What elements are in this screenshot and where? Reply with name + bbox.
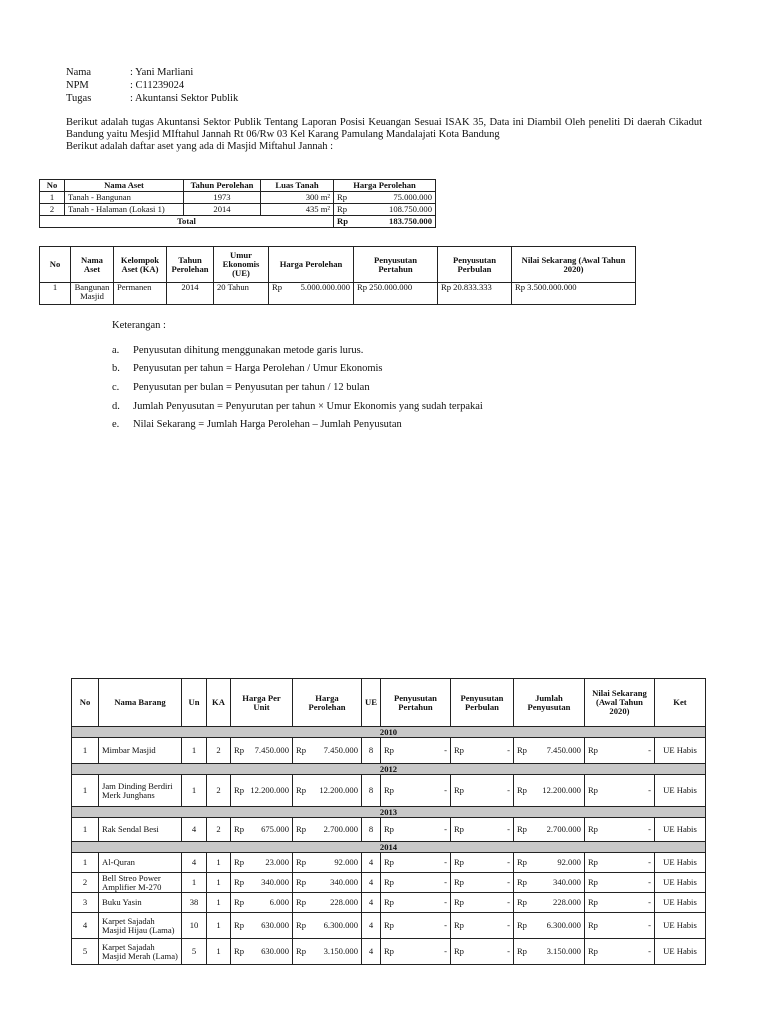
t2-tahun: 2014 bbox=[167, 283, 214, 305]
item-ue: 8 bbox=[362, 738, 381, 764]
t1-header-luas: Luas Tanah bbox=[261, 180, 334, 192]
intro-paragraph: Berikut adalah tugas Akuntansi Sektor Publik Tentang Laporan Posisi Keuangan Sesuai ISAK 35, Data ini Diambil Oleh peneliti Di daerah Cikadut Bandung yaitu Mesjid MIftahul Jannah Rt 06/Rw 03 Kel Karang Pamulang Mandalajati Kota Bandung bbox=[66, 117, 702, 140]
rp-symbol: Rp bbox=[587, 745, 598, 755]
item-ket: UE Habis bbox=[654, 738, 705, 764]
rp-symbol: Rp bbox=[383, 857, 394, 867]
rp-symbol: Rp bbox=[453, 946, 464, 956]
rp-symbol: Rp bbox=[383, 920, 394, 930]
amount-value: 6.300.000 bbox=[323, 920, 358, 930]
year-label: 2014 bbox=[72, 842, 706, 853]
keterangan-item bbox=[112, 362, 383, 375]
dash-value: - bbox=[507, 877, 510, 887]
amount-value: 12.200.000 bbox=[542, 785, 581, 795]
item-unit: 1 bbox=[182, 738, 207, 764]
dash-value: - bbox=[648, 745, 651, 755]
item-ka: 2 bbox=[207, 818, 231, 842]
item-ka: 1 bbox=[207, 893, 231, 913]
dash-value: - bbox=[444, 877, 447, 887]
rp-symbol: Rp bbox=[453, 745, 464, 755]
table-row bbox=[72, 853, 706, 873]
table-row bbox=[72, 939, 706, 965]
inventory-table bbox=[71, 678, 706, 965]
dash-value: - bbox=[648, 877, 651, 887]
dash-value: - bbox=[507, 745, 510, 755]
item-ue: 4 bbox=[362, 873, 381, 893]
item-ka: 2 bbox=[207, 738, 231, 764]
amount-value: 7.450.000 bbox=[254, 745, 289, 755]
t2-header-pertahun: Penyusutan Pertahun bbox=[354, 247, 438, 283]
item-unit: 10 bbox=[182, 913, 207, 939]
item-name: Mimbar Masjid bbox=[99, 738, 182, 764]
rp-symbol: Rp bbox=[234, 877, 245, 887]
rp-symbol: Rp bbox=[516, 857, 527, 867]
rp-symbol: Rp bbox=[587, 897, 598, 907]
dash-value: - bbox=[507, 897, 510, 907]
amount-value: 630.000 bbox=[261, 946, 289, 956]
amount-value: 2.700.000 bbox=[546, 824, 581, 834]
item-ket: UE Habis bbox=[654, 939, 705, 965]
item-no: 1 bbox=[72, 853, 99, 873]
item-name: Al-Quran bbox=[99, 853, 182, 873]
table-row bbox=[72, 873, 706, 893]
rp-symbol: Rp bbox=[234, 824, 245, 834]
item-ka: 2 bbox=[207, 775, 231, 807]
year-group-row bbox=[72, 807, 706, 818]
rp-symbol: Rp bbox=[296, 897, 307, 907]
t1-rp: Rp bbox=[334, 192, 363, 204]
table-row bbox=[40, 192, 436, 204]
t2-header-tahun: Tahun Perolehan bbox=[167, 247, 214, 283]
keterangan-title: Keterangan : bbox=[112, 320, 166, 331]
rp-symbol: Rp bbox=[234, 946, 245, 956]
dash-value: - bbox=[507, 920, 510, 930]
keterangan-item bbox=[112, 381, 370, 394]
rp-symbol: Rp bbox=[453, 920, 464, 930]
t2-rp: Rp bbox=[272, 282, 283, 292]
item-ka: 1 bbox=[207, 853, 231, 873]
keterangan-text: Penyusutan per tahun = Harga Perolehan / Umur Ekonomis bbox=[133, 363, 383, 374]
rp-symbol: Rp bbox=[234, 785, 245, 795]
dash-value: - bbox=[444, 920, 447, 930]
item-ue: 4 bbox=[362, 939, 381, 965]
table-row bbox=[72, 818, 706, 842]
item-no: 4 bbox=[72, 913, 99, 939]
land-asset-table bbox=[39, 179, 436, 228]
keterangan-mark: e. bbox=[112, 419, 120, 430]
keterangan-mark: a. bbox=[112, 345, 120, 356]
dash-value: - bbox=[507, 785, 510, 795]
t2-header-nama: Nama Aset bbox=[71, 247, 114, 283]
amount-value: 228.000 bbox=[553, 897, 581, 907]
t1-header-tahun: Tahun Perolehan bbox=[184, 180, 261, 192]
t1-header-nama: Nama Aset bbox=[65, 180, 184, 192]
amount-value: 92.000 bbox=[557, 857, 581, 867]
t3-header-hpu: Harga Per Unit bbox=[231, 679, 293, 727]
item-unit: 1 bbox=[182, 775, 207, 807]
npm-row bbox=[66, 79, 184, 92]
rp-symbol: Rp bbox=[587, 857, 598, 867]
nama-row bbox=[66, 66, 193, 79]
rp-symbol: Rp bbox=[516, 785, 527, 795]
keterangan-mark: d. bbox=[112, 401, 120, 412]
npm-value: : C11239024 bbox=[130, 80, 185, 91]
rp-symbol: Rp bbox=[516, 824, 527, 834]
t2-ue: 20 Tahun bbox=[214, 283, 269, 305]
tugas-value: : Akuntansi Sektor Publik bbox=[130, 93, 239, 104]
year-group-row bbox=[72, 842, 706, 853]
rp-symbol: Rp bbox=[516, 946, 527, 956]
item-ue: 4 bbox=[362, 853, 381, 873]
tugas-label: Tugas bbox=[66, 93, 92, 104]
rp-symbol: Rp bbox=[234, 920, 245, 930]
dash-value: - bbox=[648, 824, 651, 834]
nama-value: : Yani Marliani bbox=[130, 67, 194, 78]
keterangan-item bbox=[112, 344, 363, 357]
t2-nilai: Rp 3.500.000.000 bbox=[512, 283, 636, 305]
t2-header-no: No bbox=[40, 247, 71, 283]
year-label: 2013 bbox=[72, 807, 706, 818]
item-no: 1 bbox=[72, 775, 99, 807]
item-unit: 4 bbox=[182, 818, 207, 842]
rp-symbol: Rp bbox=[453, 897, 464, 907]
rp-symbol: Rp bbox=[296, 857, 307, 867]
rp-symbol: Rp bbox=[234, 897, 245, 907]
t3-header-nama: Nama Barang bbox=[99, 679, 182, 727]
keterangan-item bbox=[112, 400, 483, 413]
amount-value: 340.000 bbox=[261, 877, 289, 887]
amount-value: 12.200.000 bbox=[250, 785, 289, 795]
t1-tahun: 2014 bbox=[184, 204, 261, 216]
keterangan-mark: b. bbox=[112, 363, 120, 374]
dash-value: - bbox=[507, 857, 510, 867]
rp-symbol: Rp bbox=[383, 785, 394, 795]
dash-value: - bbox=[507, 824, 510, 834]
item-unit: 1 bbox=[182, 873, 207, 893]
t1-rp: Rp bbox=[334, 204, 363, 216]
rp-symbol: Rp bbox=[587, 920, 598, 930]
t1-header-no: No bbox=[40, 180, 65, 192]
item-name: Jam Dinding Berdiri Merk Junghans bbox=[99, 775, 182, 807]
rp-symbol: Rp bbox=[453, 857, 464, 867]
amount-value: 92.000 bbox=[334, 857, 358, 867]
rp-symbol: Rp bbox=[453, 824, 464, 834]
rp-symbol: Rp bbox=[383, 877, 394, 887]
amount-value: 7.450.000 bbox=[546, 745, 581, 755]
t1-nama: Tanah - Halaman (Lokasi 1) bbox=[65, 204, 184, 216]
year-label: 2012 bbox=[72, 764, 706, 775]
item-unit: 5 bbox=[182, 939, 207, 965]
amount-value: 340.000 bbox=[330, 877, 358, 887]
amount-value: 3.150.000 bbox=[323, 946, 358, 956]
keterangan-text: Penyusutan per bulan = Penyusutan per tahun / 12 bulan bbox=[133, 382, 370, 393]
building-asset-table bbox=[39, 246, 636, 305]
rp-symbol: Rp bbox=[516, 920, 527, 930]
t1-luas: 300 m² bbox=[261, 192, 334, 204]
t3-header-no: No bbox=[72, 679, 99, 727]
dash-value: - bbox=[648, 785, 651, 795]
t1-total-value: 183.750.000 bbox=[362, 216, 436, 228]
t3-header-pertahun: Penyusutan Pertahun bbox=[380, 679, 450, 727]
t2-nama: Bangunan Masjid bbox=[71, 283, 114, 305]
rp-symbol: Rp bbox=[383, 824, 394, 834]
t3-header-ket: Ket bbox=[654, 679, 705, 727]
amount-value: 23.000 bbox=[265, 857, 289, 867]
item-ket: UE Habis bbox=[654, 913, 705, 939]
table-row bbox=[72, 913, 706, 939]
item-ket: UE Habis bbox=[654, 873, 705, 893]
keterangan-text: Nilai Sekarang = Jumlah Harga Perolehan – Jumlah Penyusutan bbox=[133, 419, 402, 430]
item-name: Rak Sendal Besi bbox=[99, 818, 182, 842]
asset-list-intro: Berikut adalah daftar aset yang ada di Masjid Miftahul Jannah : bbox=[66, 141, 334, 152]
item-unit: 38 bbox=[182, 893, 207, 913]
year-group-row bbox=[72, 764, 706, 775]
dash-value: - bbox=[444, 897, 447, 907]
dash-value: - bbox=[648, 920, 651, 930]
rp-symbol: Rp bbox=[296, 785, 307, 795]
amount-value: 630.000 bbox=[261, 920, 289, 930]
rp-symbol: Rp bbox=[516, 877, 527, 887]
t3-header-nilai: Nilai Sekarang (Awal Tahun 2020) bbox=[584, 679, 654, 727]
npm-label: NPM bbox=[66, 80, 89, 91]
keterangan-item bbox=[112, 418, 402, 431]
t3-header-un: Un bbox=[182, 679, 207, 727]
amount-value: 228.000 bbox=[330, 897, 358, 907]
item-unit: 4 bbox=[182, 853, 207, 873]
item-ka: 1 bbox=[207, 913, 231, 939]
amount-value: 675.000 bbox=[261, 824, 289, 834]
item-ket: UE Habis bbox=[654, 893, 705, 913]
rp-symbol: Rp bbox=[296, 877, 307, 887]
dash-value: - bbox=[444, 785, 447, 795]
t1-nama: Tanah - Bangunan bbox=[65, 192, 184, 204]
t2-harga: 5.000.000.000 bbox=[300, 282, 350, 292]
t3-header-hp: Harga Perolehan bbox=[293, 679, 362, 727]
t3-header-jumlah: Jumlah Penyusutan bbox=[513, 679, 584, 727]
t2-header-harga: Harga Perolehan bbox=[269, 247, 354, 283]
t1-luas: 435 m² bbox=[261, 204, 334, 216]
rp-symbol: Rp bbox=[453, 785, 464, 795]
t2-no: 1 bbox=[40, 283, 71, 305]
dash-value: - bbox=[444, 946, 447, 956]
t1-harga: 108.750.000 bbox=[362, 204, 436, 216]
t2-header-ka: Kelompok Aset (KA) bbox=[114, 247, 167, 283]
item-ket: UE Habis bbox=[654, 853, 705, 873]
t2-header-ue: Umur Ekonomis (UE) bbox=[214, 247, 269, 283]
item-no: 5 bbox=[72, 939, 99, 965]
rp-symbol: Rp bbox=[296, 920, 307, 930]
t2-ka: Permanen bbox=[114, 283, 167, 305]
rp-symbol: Rp bbox=[383, 745, 394, 755]
table-row bbox=[72, 738, 706, 764]
item-ket: UE Habis bbox=[654, 818, 705, 842]
amount-value: 7.450.000 bbox=[323, 745, 358, 755]
t1-no: 1 bbox=[40, 192, 65, 204]
t2-perbulan: Rp 20.833.333 bbox=[438, 283, 512, 305]
amount-value: 6.000 bbox=[269, 897, 289, 907]
dash-value: - bbox=[444, 824, 447, 834]
rp-symbol: Rp bbox=[587, 824, 598, 834]
dash-value: - bbox=[444, 857, 447, 867]
keterangan-text: Jumlah Penyusutan = Penyurutan per tahun × Umur Ekonomis yang sudah terpakai bbox=[133, 401, 483, 412]
t3-header-ka: KA bbox=[207, 679, 231, 727]
item-name: Karpet Sajadah Masjid Merah (Lama) bbox=[99, 939, 182, 965]
amount-value: 3.150.000 bbox=[546, 946, 581, 956]
t1-header-harga: Harga Perolehan bbox=[334, 180, 436, 192]
item-name: Bell Streo Power Amplifier M-270 bbox=[99, 873, 182, 893]
amount-value: 340.000 bbox=[553, 877, 581, 887]
t2-pertahun: Rp 250.000.000 bbox=[354, 283, 438, 305]
item-no: 1 bbox=[72, 818, 99, 842]
dash-value: - bbox=[507, 946, 510, 956]
dash-value: - bbox=[648, 946, 651, 956]
t1-no: 2 bbox=[40, 204, 65, 216]
rp-symbol: Rp bbox=[383, 946, 394, 956]
keterangan-text: Penyusutan dihitung menggunakan metode garis lurus. bbox=[133, 345, 364, 356]
t1-harga: 75.000.000 bbox=[362, 192, 436, 204]
rp-symbol: Rp bbox=[587, 785, 598, 795]
item-ka: 1 bbox=[207, 873, 231, 893]
rp-symbol: Rp bbox=[296, 946, 307, 956]
item-no: 3 bbox=[72, 893, 99, 913]
nama-label: Nama bbox=[66, 67, 92, 78]
item-name: Karpet Sajadah Masjid Hijau (Lama) bbox=[99, 913, 182, 939]
item-name: Buku Yasin bbox=[99, 893, 182, 913]
table-row bbox=[40, 204, 436, 216]
rp-symbol: Rp bbox=[587, 877, 598, 887]
rp-symbol: Rp bbox=[296, 824, 307, 834]
year-label: 2010 bbox=[72, 727, 706, 738]
t1-total-rp: Rp bbox=[334, 216, 363, 228]
tugas-row bbox=[66, 92, 238, 105]
item-ket: UE Habis bbox=[654, 775, 705, 807]
item-no: 2 bbox=[72, 873, 99, 893]
item-no: 1 bbox=[72, 738, 99, 764]
total-row bbox=[40, 216, 436, 228]
rp-symbol: Rp bbox=[587, 946, 598, 956]
t1-total-label: Total bbox=[40, 216, 334, 228]
dash-value: - bbox=[648, 897, 651, 907]
rp-symbol: Rp bbox=[516, 745, 527, 755]
rp-symbol: Rp bbox=[296, 745, 307, 755]
t2-header-perbulan: Penyusutan Perbulan bbox=[438, 247, 512, 283]
amount-value: 2.700.000 bbox=[323, 824, 358, 834]
t1-tahun: 1973 bbox=[184, 192, 261, 204]
t3-header-ue: UE bbox=[362, 679, 381, 727]
rp-symbol: Rp bbox=[453, 877, 464, 887]
item-ue: 8 bbox=[362, 775, 381, 807]
table-row bbox=[72, 775, 706, 807]
rp-symbol: Rp bbox=[234, 857, 245, 867]
item-ue: 8 bbox=[362, 818, 381, 842]
dash-value: - bbox=[648, 857, 651, 867]
item-ue: 4 bbox=[362, 913, 381, 939]
t3-header-perbulan: Penyusutan Perbulan bbox=[450, 679, 513, 727]
keterangan-mark: c. bbox=[112, 382, 120, 393]
dash-value: - bbox=[444, 745, 447, 755]
t2-header-nilai: Nilai Sekarang (Awal Tahun 2020) bbox=[512, 247, 636, 283]
rp-symbol: Rp bbox=[383, 897, 394, 907]
amount-value: 6.300.000 bbox=[546, 920, 581, 930]
item-ue: 4 bbox=[362, 893, 381, 913]
table-row bbox=[72, 893, 706, 913]
rp-symbol: Rp bbox=[516, 897, 527, 907]
table-row bbox=[40, 283, 636, 305]
rp-symbol: Rp bbox=[234, 745, 245, 755]
year-group-row bbox=[72, 727, 706, 738]
amount-value: 12.200.000 bbox=[319, 785, 358, 795]
item-ka: 1 bbox=[207, 939, 231, 965]
